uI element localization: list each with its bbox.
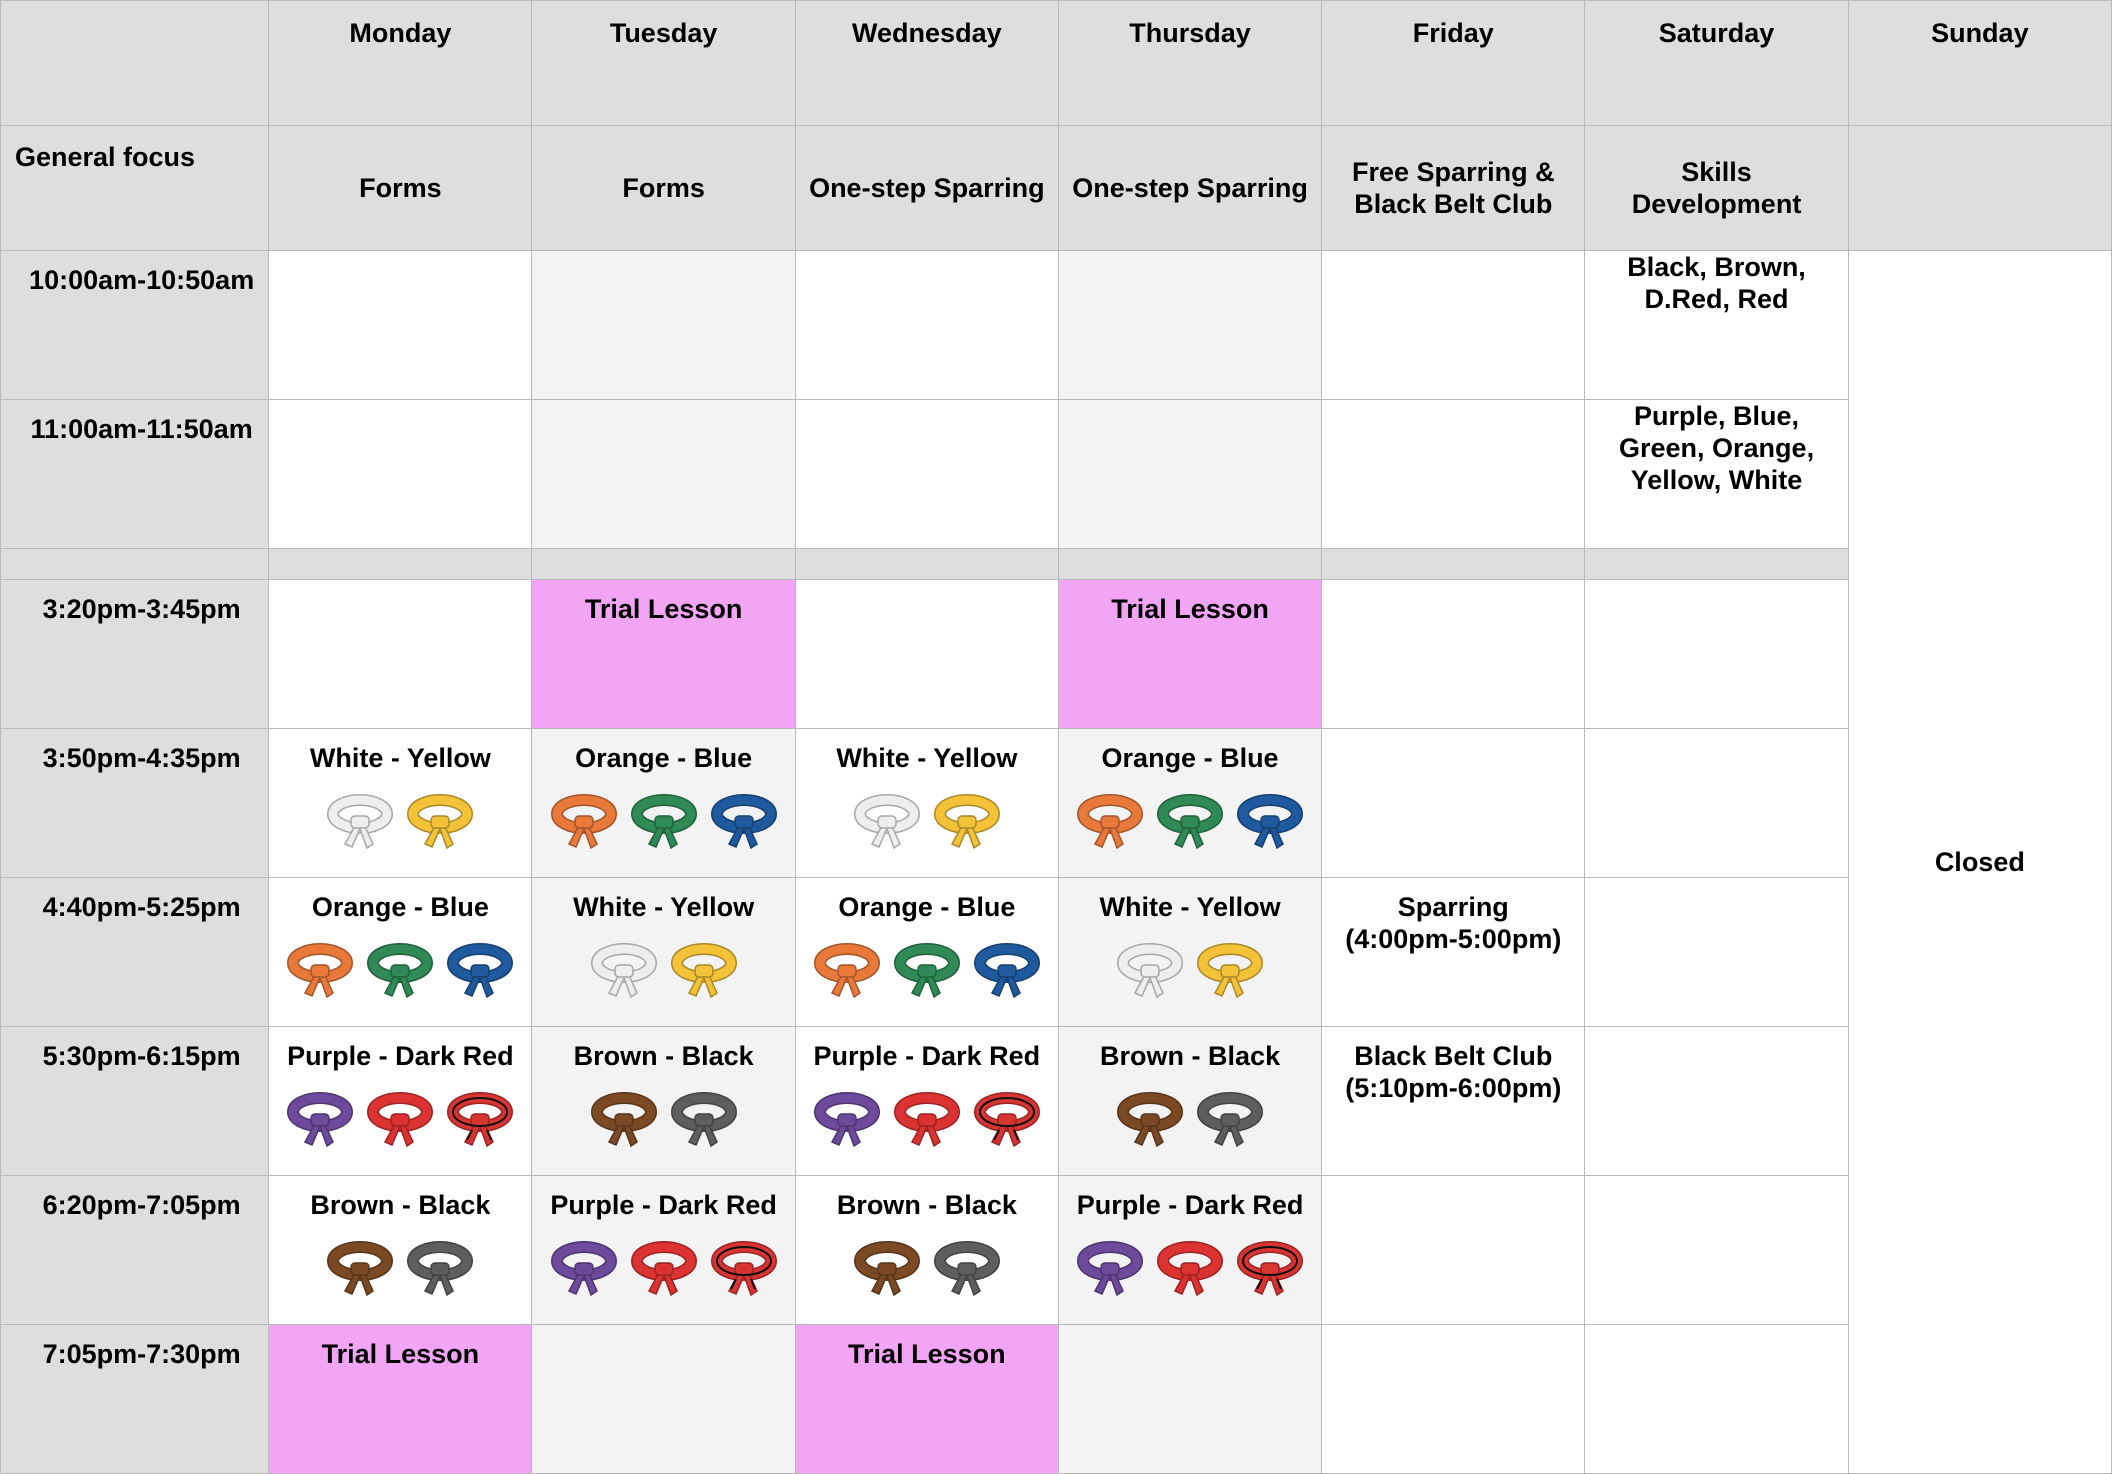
slot-row-0620 [1, 1176, 2112, 1325]
slot-row-0350 [1, 729, 2112, 878]
friday-bbc-text: Black Belt Club (5:10pm-6:00pm) [1345, 1041, 1562, 1103]
slot-cell [1322, 251, 1585, 400]
class-cell [1058, 729, 1321, 878]
belt-icons [532, 941, 794, 1003]
time-label: 4:40pm-5:25pm [1, 878, 269, 1027]
slot-cell [1322, 580, 1585, 729]
sunday-closed: Closed [1848, 251, 2111, 1474]
class-cell [532, 1176, 795, 1325]
slot-cell [1585, 580, 1848, 729]
class-cell [795, 1027, 1058, 1176]
darkred-belt-icon [1237, 1239, 1303, 1301]
class-cell [795, 1176, 1058, 1325]
class-group-label: Orange - Blue [575, 743, 753, 773]
general-focus-row [1, 126, 2112, 251]
slot-cell [1058, 251, 1321, 400]
slot-cell [269, 400, 532, 549]
break-cell [532, 549, 795, 580]
slot-cell [1322, 1325, 1585, 1474]
blue-belt-icon [447, 941, 513, 1003]
slot-cell [532, 251, 795, 400]
slot-cell [795, 251, 1058, 400]
day-header-thursday: Thursday [1058, 1, 1321, 126]
days-header-row [1, 1, 2112, 126]
slot-cell [269, 580, 532, 729]
orange-belt-icon [551, 792, 617, 854]
white-belt-icon [591, 941, 657, 1003]
focus-friday-text: Free Sparring & Black Belt Club [1352, 157, 1555, 219]
time-label: 10:00am-10:50am [1, 251, 269, 400]
slot-row-0320 [1, 580, 2112, 729]
class-group-label: Orange - Blue [1101, 743, 1279, 773]
class-group-label: Brown - Black [573, 1041, 754, 1071]
class-group-label: Purple - Dark Red [1076, 1190, 1304, 1220]
time-label: 5:30pm-6:15pm [1, 1027, 269, 1176]
belt-icons [269, 941, 531, 1003]
slot-row-0440 [1, 878, 2112, 1027]
belt-icons [796, 941, 1058, 1003]
purple-belt-icon [287, 1090, 353, 1152]
belt-icons [796, 792, 1058, 854]
break-cell [795, 549, 1058, 580]
class-group-label: White - Yellow [309, 743, 491, 773]
belt-icons [269, 792, 531, 854]
class-group-label: Purple - Dark Red [813, 1041, 1041, 1071]
break-row [1, 549, 2112, 580]
slot-cell [532, 400, 795, 549]
purple-belt-icon [814, 1090, 880, 1152]
green-belt-icon [1157, 792, 1223, 854]
focus-thursday: One-step Sparring [1058, 126, 1321, 251]
belt-icons [532, 1239, 794, 1301]
class-cell [795, 878, 1058, 1027]
yellow-belt-icon [407, 792, 473, 854]
slot-row-1000 [1, 251, 2112, 400]
red-belt-icon [367, 1090, 433, 1152]
class-cell [532, 1027, 795, 1176]
time-label: 6:20pm-7:05pm [1, 1176, 269, 1325]
focus-wednesday: One-step Sparring [795, 126, 1058, 251]
friday-black-belt-club [1322, 1027, 1585, 1176]
slot-cell [532, 1325, 795, 1474]
saturday-slot-1-text: Black, Brown, D.Red, Red [1627, 252, 1806, 314]
white-belt-icon [327, 792, 393, 854]
slot-row-0530 [1, 1027, 2112, 1176]
class-group-label: Brown - Black [310, 1190, 491, 1220]
darkred-belt-icon [711, 1239, 777, 1301]
green-belt-icon [631, 792, 697, 854]
class-group-label: White - Yellow [836, 743, 1018, 773]
class-cell [269, 878, 532, 1027]
class-cell [795, 729, 1058, 878]
trial-lesson-thursday: Trial Lesson [1058, 580, 1321, 729]
slot-cell [1058, 1325, 1321, 1474]
black-belt-icon [407, 1239, 473, 1301]
purple-belt-icon [551, 1239, 617, 1301]
slot-cell [1585, 1325, 1848, 1474]
slot-row-1100 [1, 400, 2112, 549]
slot-cell [1585, 1027, 1848, 1176]
slot-cell [1322, 729, 1585, 878]
slot-row-0705 [1, 1325, 2112, 1474]
class-cell [1058, 1176, 1321, 1325]
purple-belt-icon [1077, 1239, 1143, 1301]
red-belt-icon [631, 1239, 697, 1301]
brown-belt-icon [854, 1239, 920, 1301]
trial-lesson-wednesday: Trial Lesson [795, 1325, 1058, 1474]
black-belt-icon [934, 1239, 1000, 1301]
slot-cell [269, 251, 532, 400]
class-group-label: Purple - Dark Red [287, 1041, 514, 1071]
class-group-label: Brown - Black [1100, 1041, 1281, 1071]
slot-cell [795, 400, 1058, 549]
focus-sunday [1848, 126, 2111, 251]
class-group-label: Purple - Dark Red [550, 1190, 777, 1220]
focus-monday: Forms [269, 126, 532, 251]
day-header-sunday: Sunday [1848, 1, 2111, 126]
class-group-label: White - Yellow [1099, 892, 1281, 922]
day-header-tuesday: Tuesday [532, 1, 795, 126]
friday-sparring [1322, 878, 1585, 1027]
slot-cell [1322, 400, 1585, 549]
blue-belt-icon [1237, 792, 1303, 854]
darkred-belt-icon [447, 1090, 513, 1152]
focus-friday [1322, 126, 1585, 251]
class-cell [269, 1027, 532, 1176]
belt-icons [1059, 941, 1321, 1003]
time-label: 11:00am-11:50am [1, 400, 269, 549]
break-cell [1322, 549, 1585, 580]
class-cell [532, 878, 795, 1027]
red-belt-icon [894, 1090, 960, 1152]
break-cell [1058, 549, 1321, 580]
orange-belt-icon [1077, 792, 1143, 854]
slot-cell [795, 580, 1058, 729]
belt-icons [269, 1239, 531, 1301]
corner-cell [1, 1, 269, 126]
belt-icons [269, 1090, 531, 1152]
slot-cell [1058, 400, 1321, 549]
focus-tuesday: Forms [532, 126, 795, 251]
day-header-saturday: Saturday [1585, 1, 1848, 126]
black-belt-icon [671, 1090, 737, 1152]
slot-cell [1322, 1176, 1585, 1325]
blue-belt-icon [974, 941, 1040, 1003]
slot-cell [1585, 729, 1848, 878]
trial-lesson-monday: Trial Lesson [269, 1325, 532, 1474]
green-belt-icon [367, 941, 433, 1003]
saturday-slot-1 [1585, 251, 1848, 400]
class-group-label: Orange - Blue [311, 892, 489, 922]
class-cell [532, 729, 795, 878]
belt-icons [532, 792, 794, 854]
saturday-slot-2-text: Purple, Blue, Green, Orange, Yellow, White [1619, 401, 1815, 495]
time-label: 3:50pm-4:35pm [1, 729, 269, 878]
break-cell [1, 549, 269, 580]
class-group-label: Orange - Blue [838, 892, 1016, 922]
trial-lesson-tuesday: Trial Lesson [532, 580, 795, 729]
slot-cell [1585, 1176, 1848, 1325]
day-header-friday: Friday [1322, 1, 1585, 126]
saturday-slot-2 [1585, 400, 1848, 549]
day-header-monday: Monday [269, 1, 532, 126]
friday-sparring-text: Sparring (4:00pm-5:00pm) [1345, 892, 1562, 954]
focus-saturday-text: Skills Development [1631, 157, 1802, 219]
belt-icons [1059, 1090, 1321, 1152]
day-header-wednesday: Wednesday [795, 1, 1058, 126]
class-cell [1058, 1027, 1321, 1176]
yellow-belt-icon [1197, 941, 1263, 1003]
time-label: 7:05pm-7:30pm [1, 1325, 269, 1474]
slot-cell [1585, 878, 1848, 1027]
orange-belt-icon [287, 941, 353, 1003]
brown-belt-icon [1117, 1090, 1183, 1152]
brown-belt-icon [591, 1090, 657, 1152]
break-cell [1585, 549, 1848, 580]
belt-icons [796, 1090, 1058, 1152]
class-cell [269, 729, 532, 878]
orange-belt-icon [814, 941, 880, 1003]
time-label: 3:20pm-3:45pm [1, 580, 269, 729]
class-group-label: White - Yellow [573, 892, 755, 922]
class-cell [269, 1176, 532, 1325]
yellow-belt-icon [671, 941, 737, 1003]
white-belt-icon [854, 792, 920, 854]
blue-belt-icon [711, 792, 777, 854]
darkred-belt-icon [974, 1090, 1040, 1152]
class-cell [1058, 878, 1321, 1027]
belt-icons [532, 1090, 794, 1152]
red-belt-icon [1157, 1239, 1223, 1301]
belt-icons [1059, 792, 1321, 854]
class-group-label: Brown - Black [836, 1190, 1017, 1220]
brown-belt-icon [327, 1239, 393, 1301]
black-belt-icon [1197, 1090, 1263, 1152]
belt-icons [796, 1239, 1058, 1301]
general-focus-label: General focus [1, 126, 269, 251]
white-belt-icon [1117, 941, 1183, 1003]
focus-saturday [1585, 126, 1848, 251]
break-cell [269, 549, 532, 580]
belt-icons [1059, 1239, 1321, 1301]
green-belt-icon [894, 941, 960, 1003]
yellow-belt-icon [934, 792, 1000, 854]
